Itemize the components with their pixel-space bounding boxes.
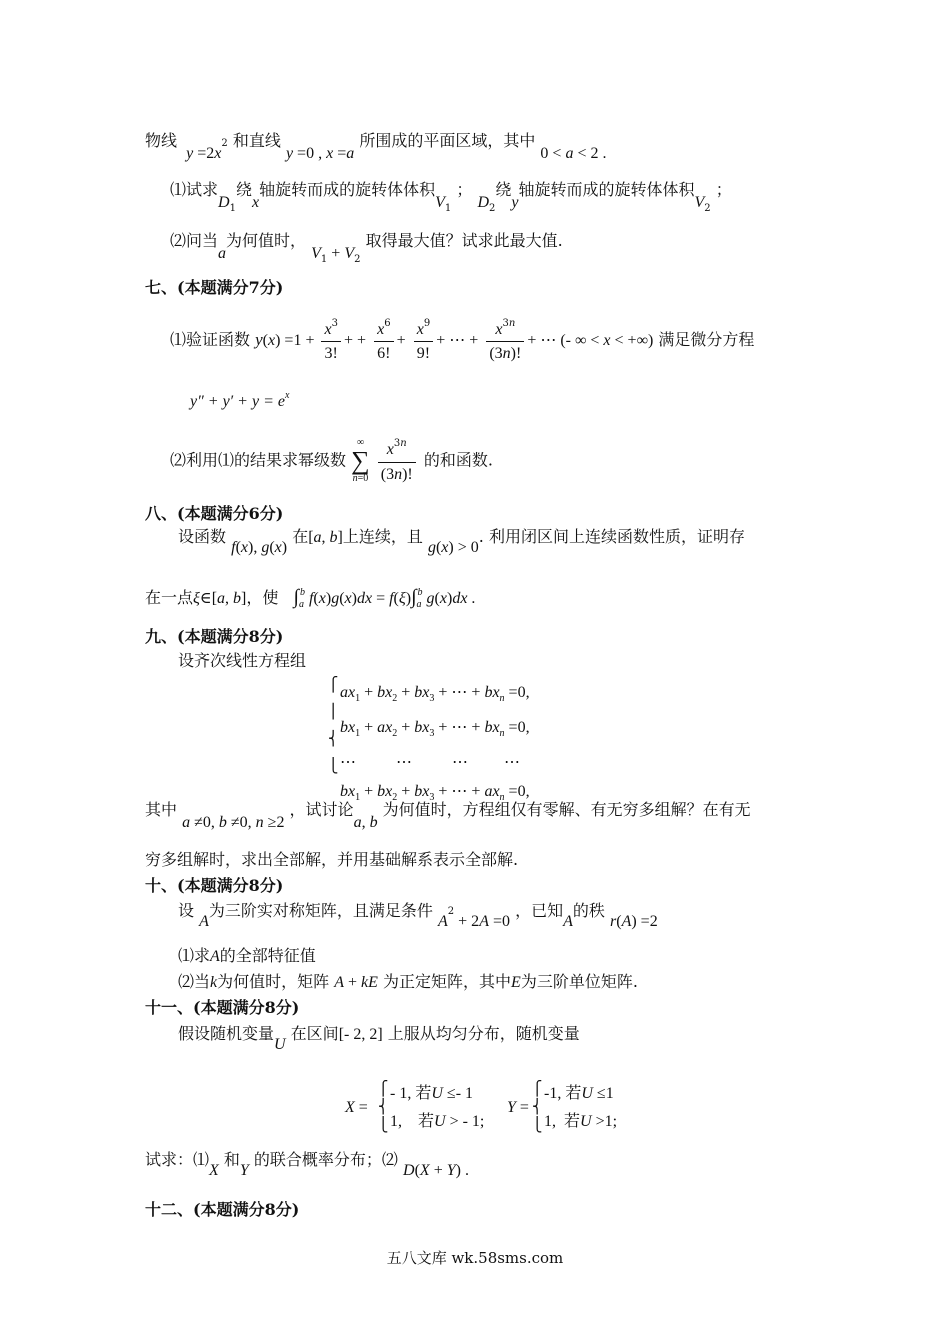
s7-ode: $y'' + y' + y = e^x$ — [190, 390, 290, 410]
section-8-title: 八、(本题满分6分) — [145, 504, 284, 523]
s9-intro: 设齐次线性方程组 — [178, 651, 307, 670]
s10-q2: ⑵当k为何值时，矩阵 A + kE 为正定矩阵，其中E为三阶单位矩阵. — [178, 972, 638, 991]
footer-watermark: 五八文库 wk.58sms.com — [386, 1249, 564, 1267]
intro-q1: ⑴试求$D_1$绕x轴旋转而成的旋转体体积$V_1$ ； $D_2$绕y轴旋转而成的旋转体体积$V_2$ ； — [170, 180, 732, 214]
section-12-title: 十二、(本题满分8分) — [145, 1200, 300, 1219]
section-7-title: 七、(本题满分7分) — [145, 278, 284, 297]
s8-line1: 设函数 f(x), g(x) 在[a, b]上连续，且 g(x) > 0. 利用闭区间上连续函数性质，证明存 — [178, 527, 745, 556]
s7-q1: ⑴验证函数 y(x) =1 + $\frac{x^3}{3!}$ + + $\frac{x^6}{6!}$ + $\frac{x^9}{9!}$ + ⋯ + $\frac{x^{3n}}{(3n)!}$ + ⋯ (- ∞ < x < +∞) 满足微分方程 — [170, 318, 755, 363]
intro-line: 物线 $y =2x^2$ 和直线 y =0 , x =a 所围成的平面区域，其中 0 < a < 2 . — [145, 131, 607, 162]
section-9-title: 九、(本题满分8分) — [145, 627, 284, 646]
section-11-title: 十一、(本题满分8分) — [145, 998, 300, 1017]
intro-q2: ⑵问当a为何值时， $V_1 + V_2$ 取得最大值？试求此最大值. — [170, 231, 563, 265]
s11-X-cases: - 1, 若U ≤- 1 1, 若U > - 1; — [390, 1085, 485, 1130]
s11-Y-brace: ⎧ ⎨ ⎩ — [532, 1081, 543, 1133]
s10-q1: ⑴求A的全部特征值 — [178, 946, 316, 965]
s11-X-brace: ⎧ ⎨ ⎩ — [378, 1081, 389, 1133]
s9-line1: 其中 a ≠0, b ≠0, n ≥2 ，试讨论a, b 为何值时，方程组仅有零解、有无穷多组解？在有无 — [145, 800, 751, 831]
s11-Y-cases: -1, 若U ≤1 1, 若U >1; — [544, 1085, 618, 1130]
s11-X-label: X = — [345, 1099, 368, 1116]
s10-line1: 设 A为三阶实对称矩阵，且满足条件 $A^2 + 2A =0$ ，已知A的秩 r(A) =2 — [178, 901, 658, 930]
s9-system: $ax_1 + bx_2 + bx_3$ + ⋯ + $bx_n =0$, $bx_1 + ax_2 + bx_3$ + ⋯ + $bx_n =0$, ⋯ ⋯ ⋯ ⋯ $bx_1 + bx_2 + bx_3$ + ⋯ + $ax_n =0$, — [340, 684, 530, 803]
s9-system-brace: ⎧ ⎪ ⎨ ⎩ — [328, 677, 339, 774]
s11-questions: 试求：⑴X 和Y 的联合概率分布；⑵ D(X + Y) . — [145, 1150, 469, 1179]
s11-line1: 假设随机变量U 在区间[- 2, 2] 上服从均匀分布，随机变量 — [178, 1024, 580, 1053]
section-10-title: 十、(本题满分8分) — [145, 876, 284, 895]
s9-line2: 穷多组解时，求出全部解，并用基础解系表示全部解. — [145, 850, 519, 869]
s7-q2: ⑵利用⑴的结果求幂级数 ∞ ∑ n=0 $\frac{x^{3n}}{(3n)!}$ 的和函数. — [170, 437, 493, 484]
s11-Y-label: Y = — [507, 1099, 529, 1116]
s8-line2: 在一点ξ∈[a, b]，使 $\int_a^b$ $f(x)g(x)dx = f(\xi)\int_a^b$ g(x)dx . — [145, 586, 476, 610]
